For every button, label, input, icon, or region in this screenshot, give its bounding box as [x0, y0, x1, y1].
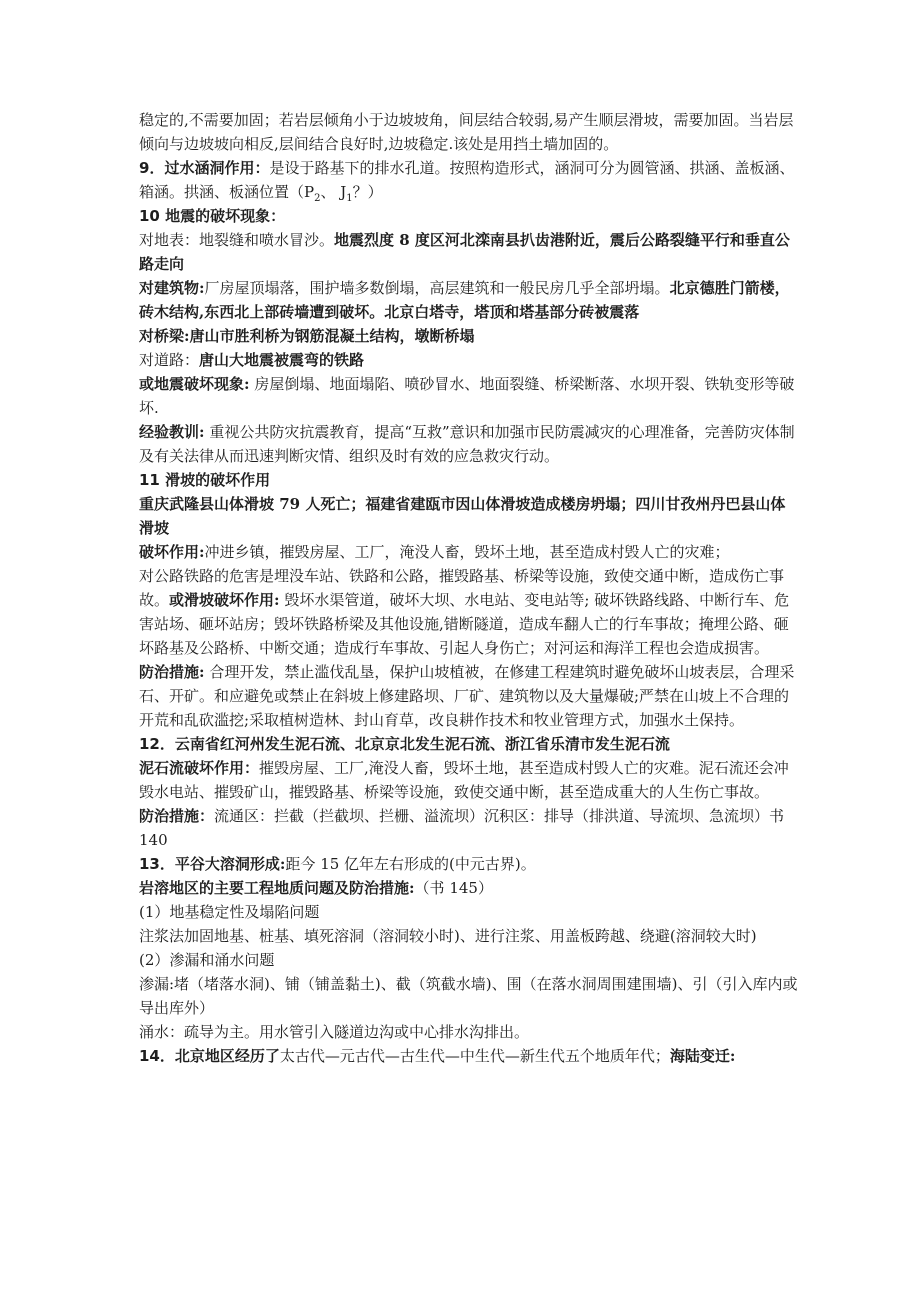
- paragraph-slope-stability: 稳定的,不需要加固；若岩层倾角小于边坡坡角，间层结合较弱,易产生顺层滑坡，需要加固。当岩层倾向与边坡坡向相反,层间结合良好时,边坡稳定.该处是用挡土墙加固的。: [139, 111, 794, 153]
- paragraph-landslide-cases: 重庆武隆县山体滑坡 79 人死亡；福建省建瓯市因山体滑坡造成楼房坍塌；四川甘孜州丹巴县山体滑坡: [139, 495, 786, 537]
- paragraph-lessons: 经验教训: 重视公共防灾抗震教育，提高“互救”意识和加强市民防震减灾的心理准备，完善防灾体制及有关法律从而迅速判断灾情、组织及时有效的应急救灾行动。: [139, 423, 795, 465]
- paragraph-earthquake-damage: 或地震破坏现象: 房屋倒塌、地面塌陷、喷砂冒水、地面裂缝、桥梁断落、水坝开裂、铁轨变形等破坏.: [139, 375, 795, 417]
- paragraph-building-effects: 对建筑物:厂房屋顶塌落，围护墙多数倒塌，高层建筑和一般民房几乎全部坍塌。北京德胜门箭楼，砖木结构,东西北上部砖墙遭到破坏。北京白塔寺，塔顶和塔基部分砖被震落: [139, 279, 790, 321]
- section-12-heading: 12．云南省红河州发生泥石流、北京京北发生泥石流、浙江省乐清市发生泥石流: [139, 735, 670, 753]
- paragraph-foundation-stability: (1）地基稳定性及塌陷问题: [139, 903, 320, 921]
- paragraph-debris-flow-damage: 泥石流破坏作用：摧毁房屋、工厂,淹没人畜，毁坏土地，甚至造成村毁人亡的灾难。泥石流还会冲毁水电站、摧毁矿山，摧毁路基、桥梁等设施，致使交通中断，甚至造成重大的人生伤亡事故。: [139, 759, 789, 801]
- section-9-culvert: 9．过水涵洞作用：是设于路基下的排水孔道。按照构造形式，涵洞可分为圆管涵、拱涵、盖板涵、箱涵。拱涵、板涵位置（$P_2$、 $J_1$？）: [139, 159, 795, 204]
- paragraph-debris-flow-prevention: 防治措施：流通区：拦截（拦截坝、拦栅、溢流坝）沉积区：排导（排洪道、导流坝、急流坝）书 140: [139, 807, 785, 849]
- paragraph-seepage-measures: 渗漏:堵（堵落水洞)、铺（铺盖黏土)、截（筑截水墙)、围（在落水洞周围建围墙)、引（引入库内或导出库外）: [139, 975, 798, 1017]
- paragraph-landslide-prevention: 防治措施: 合理开发，禁止滥伐乱垦，保护山坡植被，在修建工程建筑时避免破坏山坡表层，合理采石、开矿。和应避免或禁止在斜坡上修建路坝、厂矿、建筑物以及大量爆破;严禁在山坡上不合理的开荒和乱砍滥挖;采取植树造林、封山育草，改良耕作技术和牧业管理方式，加强水土保持。: [139, 663, 795, 729]
- paragraph-karst-problems: 岩溶地区的主要工程地质问题及防治措施:（书 145）: [139, 879, 493, 897]
- paragraph-ground-effects: 对地表：地裂缝和喷水冒沙。地震烈度 8 度区河北滦南县扒齿港附近，震后公路裂缝平行和垂直公路走向: [139, 231, 790, 273]
- paragraph-landslide-road-damage: 对公路铁路的危害是埋没车站、铁路和公路，摧毁路基、桥梁等设施，致使交通中断，造成伤亡事故。或滑坡破坏作用: 毁坏水渠管道，破坏大坝、水电站、变电站等; 破坏铁路线路、中断行车、危害站场、砸坏站房；毁坏铁路桥梁及其他设施,错断隧道，造成车翻人亡的行车事故；掩埋公路、砸坏路基及公路桥、中断交通；造成行车事故、引起人身伤亡；对河运和海洋工程也会造成损害。: [139, 567, 790, 657]
- paragraph-water-inrush: 涌水：疏导为主。用水管引入隧道边沟或中心排水沟排出。: [139, 1023, 530, 1041]
- paragraph-seepage-heading: (2）渗漏和涌水问题: [139, 951, 275, 969]
- paragraph-bridge-effects: 对桥梁:唐山市胜利桥为钢筋混凝土结构，墩断桥塌: [139, 327, 475, 345]
- document-page: [139, 108, 799, 1068]
- section-10-heading: 10 地震的破坏现象：: [139, 207, 286, 225]
- paragraph-landslide-damage: 破坏作用:冲进乡镇，摧毁房屋、工厂，淹没人畜，毁坏土地，甚至造成村毁人亡的灾难；: [139, 543, 730, 561]
- paragraph-foundation-measures: 注浆法加固地基、桩基、填死溶洞（溶洞较小时)、进行注浆、用盖板跨越、绕避(溶洞较大时): [139, 927, 757, 945]
- section-13-heading: 13．平谷大溶洞形成:距今 15 亿年左右形成的(中元古界)。: [139, 855, 536, 873]
- paragraph-road-effects: 对道路：唐山大地震被震弯的铁路: [139, 351, 365, 369]
- section-11-heading: 11 滑坡的破坏作用: [139, 471, 271, 489]
- section-14-heading: 14．北京地区经历了太古代—元古代—古生代—中生代—新生代五个地质年代；海陆变迁:: [139, 1047, 736, 1065]
